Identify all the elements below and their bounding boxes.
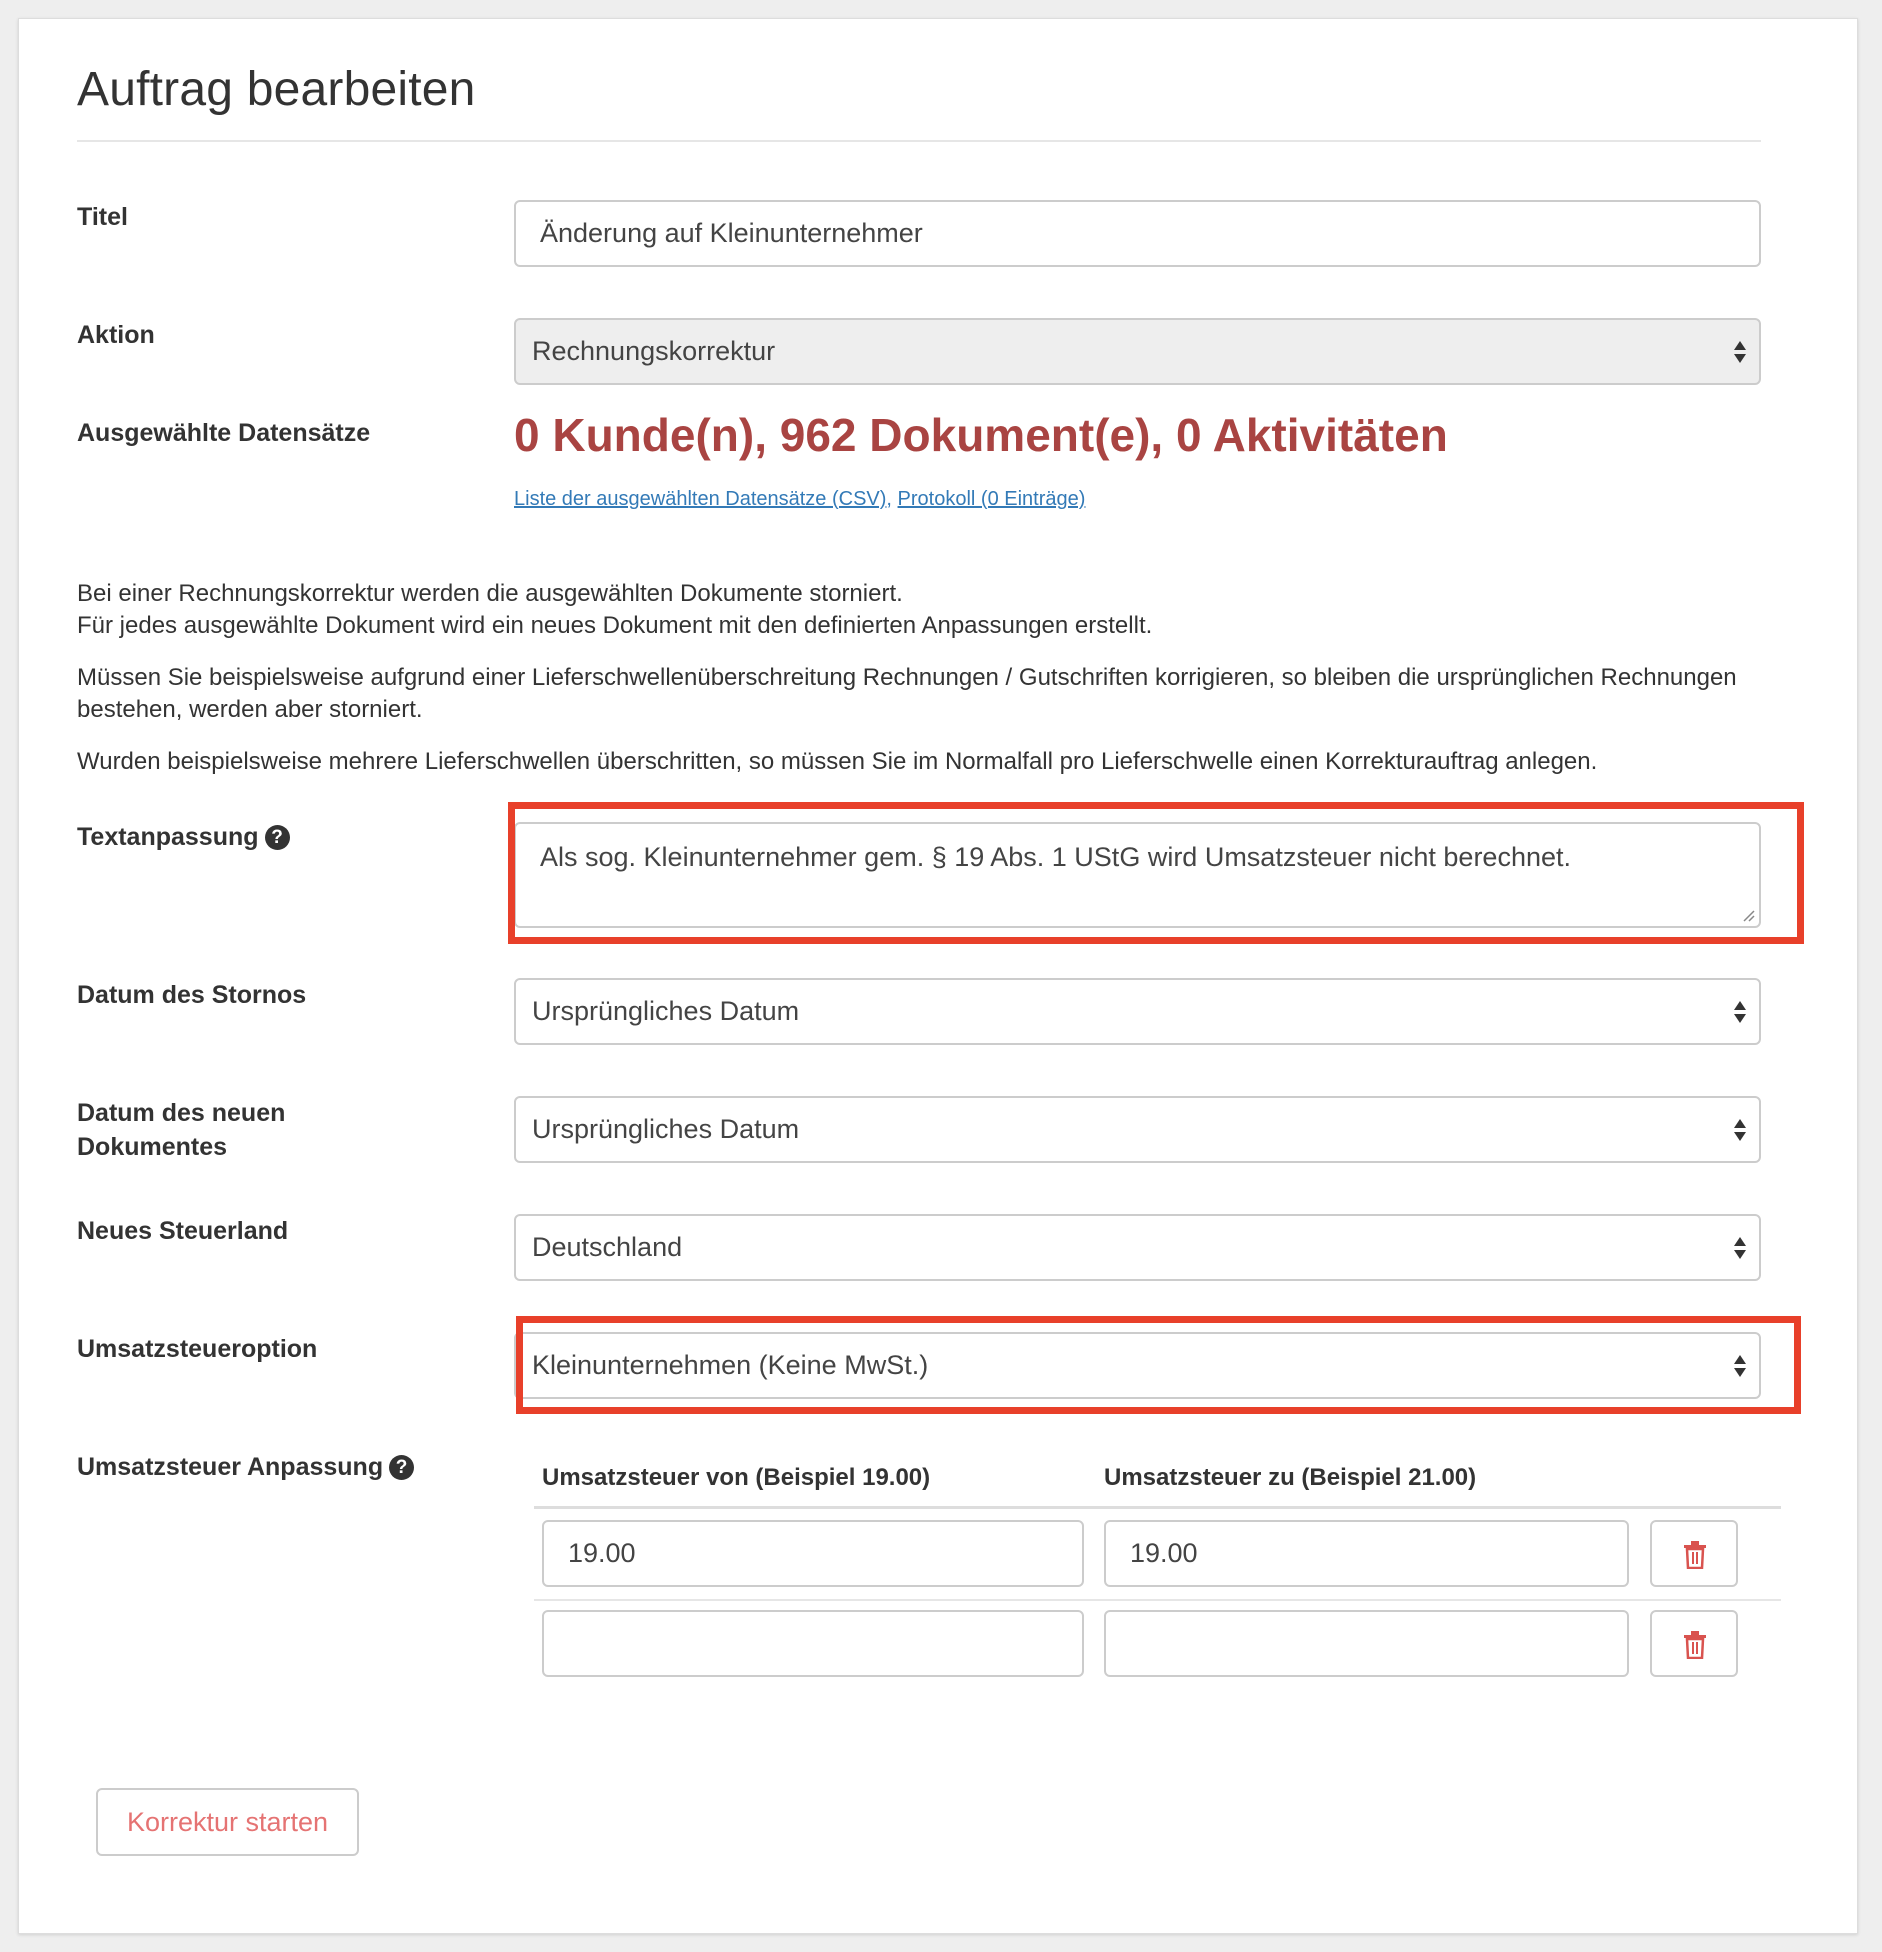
text-adjust-value: Als sog. Kleinunternehmer gem. § 19 Abs. 1 UStG wird Umsatzsteuer nicht berechnet. — [540, 842, 1571, 872]
selected-records-count: 0 Kunde(n), 962 Dokument(e), 0 Aktivitäten — [514, 409, 1448, 461]
info-line-1: Bei einer Rechnungskorrektur werden die ausgewählten Dokumente storniert. — [77, 580, 903, 607]
vat-col-from-header: Umsatzsteuer von (Beispiel 19.00) — [542, 1464, 931, 1491]
question-circle-icon[interactable]: ? — [265, 825, 290, 850]
title-input[interactable] — [514, 200, 1761, 267]
resize-handle-icon[interactable] — [1741, 908, 1755, 922]
storno-date-select[interactable] — [514, 978, 1761, 1045]
vat-col-to-header: Umsatzsteuer zu (Beispiel 21.00) — [1104, 1464, 1477, 1491]
vat-to-value-row-1: 19.00 — [1130, 1538, 1198, 1568]
new-doc-date-label: Datum des neuen Dokumentes — [77, 1099, 286, 1161]
vat-from-value-row-1: 19.00 — [568, 1538, 636, 1568]
text-adjust-textarea[interactable] — [514, 822, 1761, 928]
sort-arrows-icon — [1733, 998, 1747, 1026]
storno-date-value: Ursprüngliches Datum — [532, 996, 800, 1026]
storno-date-label: Datum des Stornos — [77, 981, 307, 1009]
text-adjust-label — [77, 820, 290, 854]
sort-arrows-icon — [1733, 1352, 1747, 1380]
tax-country-select[interactable] — [514, 1214, 1761, 1281]
vat-table-row-rule — [534, 1599, 1781, 1601]
action-select[interactable] — [514, 318, 1761, 385]
action-select-value: Rechnungskorrektur — [532, 336, 776, 366]
info-paragraph-2: Müssen Sie beispielsweise aufgrund einer Lieferschwellenüberschreitung Rechnungen / Gutschriften korrigieren, so bleiben die ursprünglichen Rechnungen bestehen, werden aber storniert. — [77, 664, 1737, 723]
action-label: Aktion — [77, 321, 155, 349]
tax-country-label: Neues Steuerland — [77, 1217, 289, 1245]
vat-option-select[interactable] — [514, 1332, 1761, 1399]
log-link[interactable]: Protokoll (0 Einträge) — [897, 488, 1086, 510]
info-paragraph-3: Wurden beispielsweise mehrere Lieferschwellen überschritten, so müssen Sie im Normalfall pro Lieferschwelle einen Korrekturauftrag anlegen. — [77, 748, 1598, 775]
vat-table-header-rule — [534, 1506, 1781, 1509]
link-separator: , — [886, 488, 892, 510]
vat-adjust-label — [77, 1450, 414, 1484]
info-line-2: Für jedes ausgewählte Dokument wird ein neues Dokument mit den definierten Anpassungen erstellt. — [77, 612, 1153, 639]
vat-from-input-row-1[interactable] — [542, 1520, 1084, 1587]
vat-adjust-label-text: Umsatzsteuer Anpassung — [77, 1453, 384, 1481]
new-doc-date-select[interactable] — [514, 1096, 1761, 1163]
selected-records-links — [514, 488, 1085, 511]
delete-row-1-button[interactable] — [1650, 1520, 1738, 1587]
selected-records-label: Ausgewählte Datensätze — [77, 419, 371, 447]
page-title: Auftrag bearbeiten — [77, 63, 476, 116]
question-circle-icon[interactable]: ? — [389, 1455, 414, 1480]
sort-arrows-icon — [1733, 338, 1747, 366]
tax-country-value: Deutschland — [532, 1232, 683, 1262]
title-divider — [77, 140, 1761, 142]
vat-to-input-row-1[interactable] — [1104, 1520, 1629, 1587]
title-input-value: Änderung auf Kleinunternehmer — [540, 218, 923, 248]
csv-list-link[interactable]: Liste der ausgewählten Datensätze (CSV) — [514, 488, 887, 510]
vat-from-input-row-2[interactable] — [542, 1610, 1084, 1677]
title-label: Titel — [77, 203, 128, 231]
vat-option-label: Umsatzsteueroption — [77, 1335, 318, 1363]
trash-icon — [1683, 1631, 1707, 1659]
new-doc-date-value: Ursprüngliches Datum — [532, 1114, 800, 1144]
start-correction-button[interactable]: Korrektur starten — [96, 1788, 359, 1856]
vat-to-input-row-2[interactable] — [1104, 1610, 1629, 1677]
info-paragraph-1 — [77, 578, 1777, 642]
sort-arrows-icon — [1733, 1234, 1747, 1262]
delete-row-2-button[interactable] — [1650, 1610, 1738, 1677]
vat-option-value: Kleinunternehmen (Keine MwSt.) — [532, 1350, 929, 1380]
trash-icon — [1683, 1541, 1707, 1569]
sort-arrows-icon — [1733, 1116, 1747, 1144]
text-adjust-label-text: Textanpassung — [77, 823, 259, 851]
